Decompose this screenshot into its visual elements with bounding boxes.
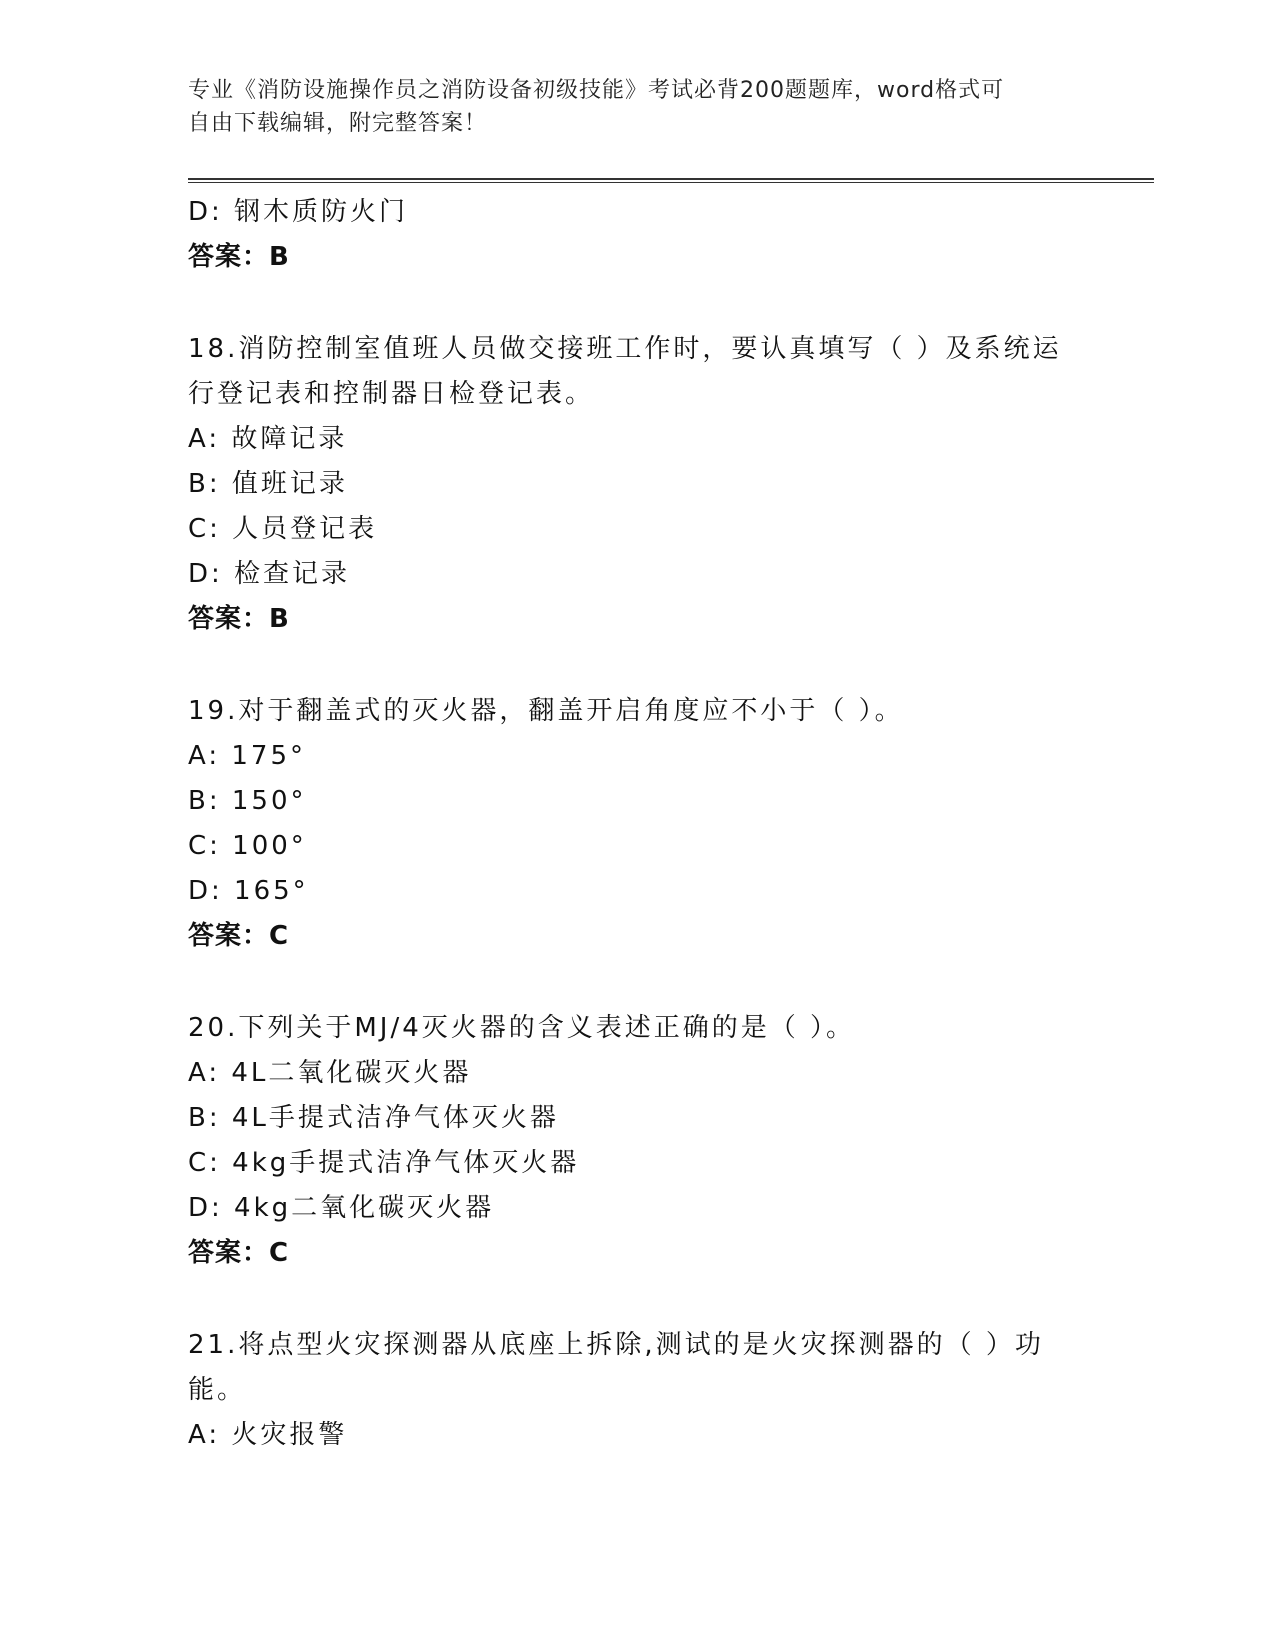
option-a: A: 175° <box>188 741 306 771</box>
question-stem: 21.将点型火灾探测器从底座上拆除,测试的是火灾探测器的（ ）功 <box>188 1330 1044 1360</box>
option-d: D: 检查记录 <box>188 559 351 589</box>
question-stem-continued: 行登记表和控制器日检登记表。 <box>188 379 595 409</box>
option-c: C: 100° <box>188 831 307 861</box>
option-a: A: 4L二氧化碳灭火器 <box>188 1058 472 1088</box>
option-a: A: 火灾报警 <box>188 1420 348 1450</box>
option-c: C: 人员登记表 <box>188 514 378 544</box>
question-19 <box>188 689 1088 959</box>
answer-line: 答案：C <box>188 921 290 951</box>
header-line-2: 自由下载编辑，附完整答案！ <box>188 111 488 136</box>
option-b: B: 4L手提式洁净气体灭火器 <box>188 1103 559 1133</box>
option-b: B: 150° <box>188 786 307 816</box>
answer-line: 答案：C <box>188 1238 290 1268</box>
question-20 <box>188 1006 1088 1276</box>
question-18 <box>188 327 1088 642</box>
document-body <box>188 190 1088 1458</box>
answer-line: 答案：B <box>188 604 290 634</box>
option-d: D: 4kg二氧化碳灭火器 <box>188 1193 495 1223</box>
header-divider <box>188 178 1154 183</box>
page-header <box>188 74 1068 140</box>
option-b: B: 值班记录 <box>188 469 348 499</box>
question-stem: 18.消防控制室值班人员做交接班工作时，要认真填写（ ）及系统运 <box>188 334 1062 364</box>
question-stem-continued: 能。 <box>188 1375 247 1405</box>
question-stem: 20.下列关于MJ/4灭火器的含义表述正确的是（ ）。 <box>188 1013 856 1043</box>
option-c: C: 4kg手提式洁净气体灭火器 <box>188 1148 580 1178</box>
header-line-1: 专业《消防设施操作员之消防设备初级技能》考试必背200题题库，word格式可 <box>188 78 1005 103</box>
answer-line: 答案：B <box>188 242 290 272</box>
previous-question-fragment <box>188 190 1088 280</box>
question-21 <box>188 1323 1088 1458</box>
question-stem: 19.对于翻盖式的灭火器，翻盖开启角度应不小于（ ）。 <box>188 696 904 726</box>
option-a: A: 故障记录 <box>188 424 348 454</box>
option-d: D: 钢木质防火门 <box>188 197 409 227</box>
option-d: D: 165° <box>188 876 309 906</box>
